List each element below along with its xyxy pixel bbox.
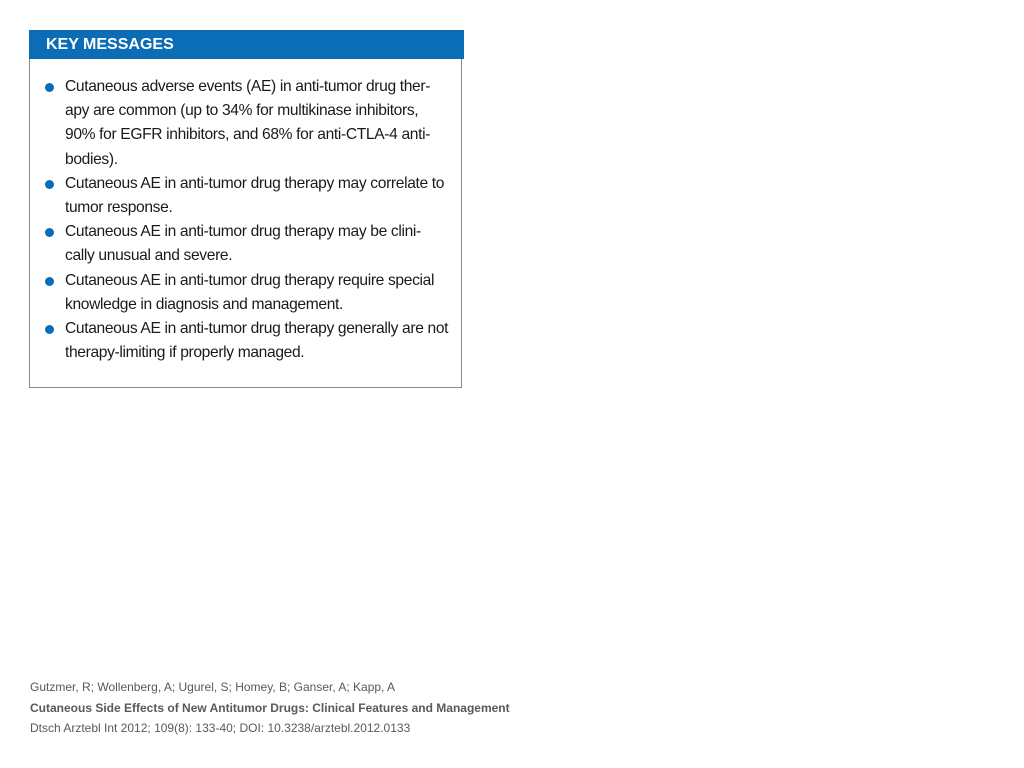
list-item-text: Cutaneous AE in anti-tumor drug therapy generally are not therapy-limiting if properly managed. — [65, 320, 449, 362]
citation — [30, 677, 510, 739]
key-messages-box — [29, 30, 462, 388]
list-item — [30, 172, 463, 220]
bullet-icon — [45, 180, 54, 189]
bullet-icon — [45, 83, 54, 92]
list-item — [30, 317, 463, 365]
list-item — [30, 220, 463, 268]
list-item — [30, 269, 463, 317]
list-item-text: Cutaneous AE in anti-tumor drug therapy may correlate to tumor response. — [65, 174, 445, 217]
list-item — [30, 75, 463, 172]
list-item-text: Cutaneous AE in anti-tumor drug therapy require special knowledge in diagnosis and management. — [65, 271, 435, 313]
key-messages-list — [30, 75, 463, 365]
citation-authors: Gutzmer, R; Wollenberg, A; Ugurel, S; Homey, B; Ganser, A; Kapp, A — [30, 680, 396, 694]
key-messages-title: KEY MESSAGES — [29, 30, 464, 59]
bullet-icon — [45, 277, 54, 286]
list-item-text: Cutaneous AE in anti-tumor drug therapy may be clini-cally unusual and severe. — [65, 223, 421, 265]
list-item-text: Cutaneous adverse events (AE) in anti-tumor drug ther-apy are common (up to 34% for multikinase inhibitors, 90% for EGFR inhibitors, and 68% for anti-CTLA-4 anti-bodies). — [65, 78, 431, 168]
bullet-icon — [45, 325, 54, 334]
citation-title: Cutaneous Side Effects of New Antitumor Drugs: Clinical Features and Management — [30, 700, 510, 715]
bullet-icon — [45, 228, 54, 237]
citation-source: Dtsch Arztebl Int 2012; 109(8): 133-40; DOI: 10.3238/arztebl.2012.0133 — [30, 721, 411, 735]
